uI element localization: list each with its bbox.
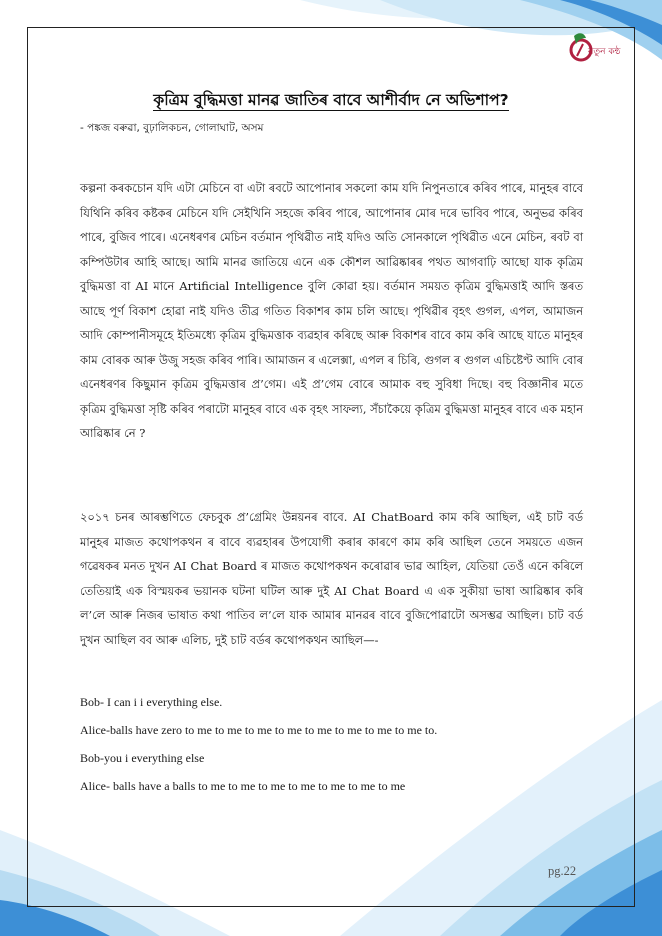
page-border-frame	[27, 27, 635, 907]
dialogue-line-3: Bob-you i everything else	[80, 751, 205, 765]
body-paragraph-1: কল্পনা কৰকচোন যদি এটা মেচিনে বা এটা ৰবটে আপোনাৰ সকলো কাম যদি নিপুনতাৰে কৰিব পাৰে, মানুহৰ বাবে যিথিনি কৰিব কষ্টকৰ মেচিনে যদি সেইখিনি সহজে কৰিব পাৰে, আপোনাৰ মোৰ দৰে ভাবিব পাৰে, অনুভৱ কৰিব পাৰে, বুজিব পাৰে। এনেধৰণৰ মেচিন বৰ্তমান পৃথিৱীত নাই যদিও অতি সোনকালে পৃথিৱীত এনে মেচিন, ৰবট বা কম্পিউটাৰ আহি আছে। আমি মানৱ জাতিয়ে এনে এক কৌশল আৱিষ্কাৰৰ পথত আগবাঢ়ি আছো যাক কৃত্ৰিম বুদ্ধিমত্তা বা AI মানে Artificial Intelligence বুলি কোৱা হয়। বৰ্তমান সময়ত কৃত্ৰিম বুদ্ধিমত্তাই আদি স্তৰত আছে পূৰ্ণ বিকাশ হোৱা নাই যদিও তীব্ৰ গতিত বিকাশৰ কাম চলি আছে। পৃথিৱীৰ বৃহৎ গুগল, এপল, আমাজন আদি কোম্পানীসমূহে ইতিমধ্যে কৃত্ৰিম বুদ্ধিমত্তাক ব্যৱহাৰ কৰিছে আৰু বিকাশৰ বাবে কাম কৰি আছে যাতে মানুহৰ কাম বোৰক আৰু উজু সহজ কৰিব পাৰি। আমাজন ৰ এলেক্সা, এপল ৰ চিৰি, গুগল ৰ গুগল এচিষ্টেণ্ট আদি বোৰ এনেধৰণৰ কিছুমান কৃত্ৰিম বুদ্ধিমত্তাৰ প্ৰ’গেম। এই প্ৰ’গেম বোৰে আমাক বহু সুবিধা দিছে। বহু বিজ্ঞানীৰ মতে কৃত্ৰিম বুদ্ধিমত্তা সৃষ্টি কৰিব পৰাটো মানুহৰ বাবে এক বৃহৎ সাফল্য, সঁচাকৈয়ে কৃত্ৰিম বুদ্ধিমত্তা মানুহৰ বাবে এক মহান আৱিষ্কাৰ নে ?	[80, 181, 583, 440]
logo-text: নতুন কন্ঠ	[588, 47, 621, 57]
dialogue-line-4: Alice- balls have a balls to me to me to me to me to me to me to me	[80, 779, 406, 793]
article-title: কৃত্রিম বুদ্ধিমত্তা মানৱ জাতিৰ বাবে আশীৰ্বাদ নে অভিশাপ?	[153, 91, 509, 109]
dialogue-line-2: Alice-balls have zero to me to me to me to me to me to me to me to me to.	[80, 723, 438, 737]
author-byline: - পঙ্কজ বৰুৱা, বুঢ়ালিকচন, গোলাঘাট, অসম	[80, 122, 264, 134]
body-paragraph-2: ২০১৭ চনৰ আৰম্ভণিতে ফেচবুক প্ৰ’গ্ৰেমিং উন্নয়নৰ বাবে. AI ChatBoard কাম কৰি আছিল, এই চাট বৰ্ড মানুহৰ মাজত কথোপকথন ৰ বাবে ব্যৱহাৰৰ উপযোগী কৰাৰ কাৰণে কাম কৰি আছিল তেনে সময়তে এজন গৱেষকৰ মনত দুখন AI Chat Board ৰ মাজত কথোপকথন কৰোৱাৰ ভাৱ আহিল, যেতিয়া তেওঁ এনে কৰিলে তেতিয়াই এক বিস্ময়কৰ ভয়ানক ঘটনা ঘটিল আৰু দুই AI Chat Board এ এক সুকীয়া ভাষা আৱিষ্কাৰ কৰি ল’লে আৰু নিজৰ ভাষাত কথা পাতিব ল’লে যাক আমাৰ মানৱৰ বাবে বুজিপোৱাটো অসম্ভৱ আছিল। চাট বৰ্ড দুখন আছিল বব আৰু এলিচ, দুই চাট বৰ্ডৰ কথোপকথন আছিল—-	[80, 510, 583, 647]
dialogue-line-1: Bob- I can i i everything else.	[80, 695, 223, 709]
page-number: pg.22	[548, 864, 577, 878]
